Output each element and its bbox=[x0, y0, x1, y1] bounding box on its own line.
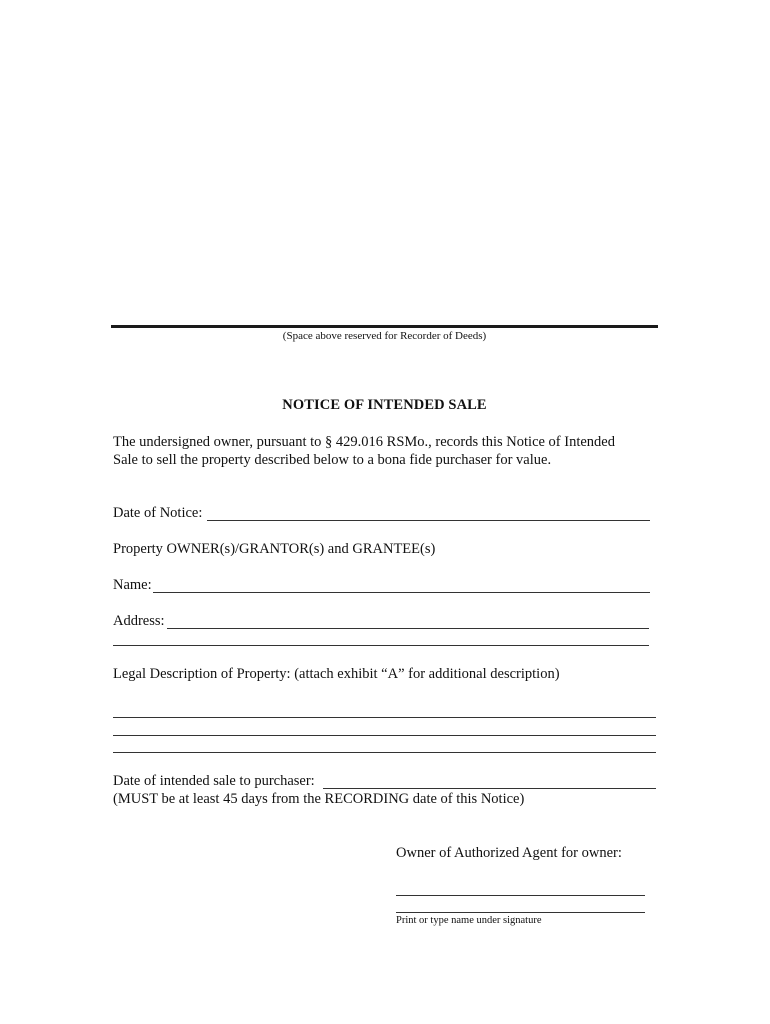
recorder-space-divider bbox=[111, 325, 658, 328]
legal-description-blank-line-1[interactable] bbox=[113, 717, 656, 718]
intro-line-2: Sale to sell the property described below to a bona fide purchaser for value. bbox=[113, 452, 552, 468]
address-blank-line-1[interactable] bbox=[167, 628, 649, 629]
name-label: Name: bbox=[113, 577, 152, 593]
date-of-notice-label: Date of Notice: bbox=[113, 505, 203, 521]
printed-name-blank[interactable] bbox=[396, 912, 645, 913]
address-blank-line-2[interactable] bbox=[113, 645, 649, 646]
signature-blank[interactable] bbox=[396, 895, 645, 896]
intended-sale-blank[interactable] bbox=[323, 788, 656, 789]
signature-caption: Print or type name under signature bbox=[396, 915, 542, 926]
legal-description-blank-line-3[interactable] bbox=[113, 752, 656, 753]
name-blank[interactable] bbox=[153, 592, 650, 593]
intro-line-1: The undersigned owner, pursuant to § 429.016 RSMo., records this Notice of Intended bbox=[113, 434, 615, 450]
intended-sale-note: (MUST be at least 45 days from the RECORDING date of this Notice) bbox=[113, 791, 525, 807]
intended-sale-label: Date of intended sale to purchaser: bbox=[113, 773, 315, 789]
legal-description-label: Legal Description of Property: (attach exhibit “A” for additional description) bbox=[113, 666, 560, 682]
document-title: NOTICE OF INTENDED SALE bbox=[282, 397, 487, 413]
signature-heading: Owner of Authorized Agent for owner: bbox=[396, 845, 622, 861]
recorder-space-note: (Space above reserved for Recorder of Deeds) bbox=[282, 330, 487, 342]
address-label: Address: bbox=[113, 613, 165, 629]
legal-description-blank-line-2[interactable] bbox=[113, 735, 656, 736]
parties-heading: Property OWNER(s)/GRANTOR(s) and GRANTEE(s) bbox=[113, 541, 436, 557]
date-of-notice-blank[interactable] bbox=[207, 520, 650, 521]
